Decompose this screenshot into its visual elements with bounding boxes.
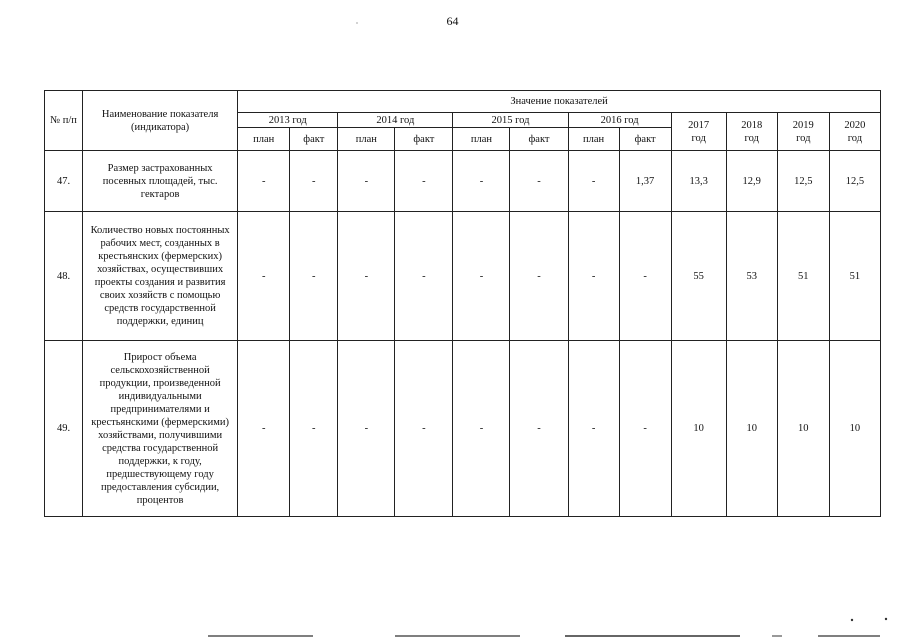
header-values-title: Значение показателей [238,91,881,113]
value-cell: - [290,341,338,517]
header-year-2014: 2014 год [338,113,453,128]
value-cell: - [453,341,510,517]
header-fact-2016: факт [619,128,671,151]
value-cell: - [338,151,395,212]
value-cell: 1,37 [619,151,671,212]
row-indicator-name: Размер застрахованных посевных площадей, тыс. гектаров [83,151,238,212]
header-plan-2015: план [453,128,510,151]
header-year-2017-number: 2017 [688,119,710,131]
header-plan-2016: план [568,128,619,151]
header-year-2019-number: 2019 [792,119,814,131]
value-cell: 10 [777,341,829,517]
value-cell: - [619,212,671,341]
table-row [45,151,881,212]
value-cell: 13,3 [671,151,726,212]
header-fact-2015: факт [510,128,568,151]
value-cell: 51 [829,212,880,341]
header-year-2017 [671,113,726,151]
header-num: № п/п [45,91,83,151]
scan-dot [851,619,853,621]
value-cell: - [338,341,395,517]
value-cell: - [238,341,290,517]
value-cell: 55 [671,212,726,341]
header-year-2020 [829,113,880,151]
table-row [45,212,881,341]
header-fact-2013: факт [290,128,338,151]
header-fact-2014: факт [395,128,453,151]
value-cell: - [453,151,510,212]
table-row [45,341,881,517]
value-cell: 10 [829,341,880,517]
header-year-2019-suffix: год [796,132,811,144]
scan-dot [885,618,887,620]
value-cell: - [395,151,453,212]
header-year-2018 [726,113,777,151]
header-year-2018-suffix: год [744,132,759,144]
value-cell: - [568,212,619,341]
value-cell: - [510,151,568,212]
value-cell: - [510,341,568,517]
value-cell: - [290,212,338,341]
value-cell: - [453,212,510,341]
value-cell: 10 [671,341,726,517]
value-cell: 53 [726,212,777,341]
value-cell: 12,9 [726,151,777,212]
header-year-2020-number: 2020 [844,119,866,131]
value-cell: - [238,212,290,341]
row-num: 49. [45,341,83,517]
header-year-2013: 2013 год [238,113,338,128]
row-num: 47. [45,151,83,212]
value-cell: - [290,151,338,212]
value-cell: - [395,212,453,341]
value-cell: - [338,212,395,341]
value-cell: - [619,341,671,517]
header-year-2015: 2015 год [453,113,568,128]
header-indicator-name: Наименование показателя (индикатора) [83,91,238,151]
page-number: 64 [446,14,459,28]
value-cell: 12,5 [829,151,880,212]
value-cell: 12,5 [777,151,829,212]
header-year-2020-suffix: год [847,132,863,144]
value-cell: 51 [777,212,829,341]
header-plan-2013: план [238,128,290,151]
header-year-2017-suffix: год [691,132,706,144]
value-cell: - [238,151,290,212]
value-cell: 10 [726,341,777,517]
header-plan-2014: план [338,128,395,151]
value-cell: - [510,212,568,341]
value-cell: - [395,341,453,517]
indicators-table [44,90,881,517]
row-indicator-name: Прирост объема сельскохозяйственной продукции, произведенной индивидуальными предпринимателями и крестьянскими (фермерскими) хозяйствами, получившими средства государственной поддержки, к году, предшествующему году предоставления субсидии, процентов [83,341,238,517]
row-indicator-name: Количество новых постоянных рабочих мест, созданных в крестьянских (фермерских) хозяйствах, осуществивших проекты создания и развития своих хозяйств с помощью средств государственной поддержки, единиц [83,212,238,341]
header-year-2019 [777,113,829,151]
header-year-2018-number: 2018 [741,119,763,131]
value-cell: - [568,341,619,517]
row-num: 48. [45,212,83,341]
header-year-2016: 2016 год [568,113,671,128]
value-cell: - [568,151,619,212]
